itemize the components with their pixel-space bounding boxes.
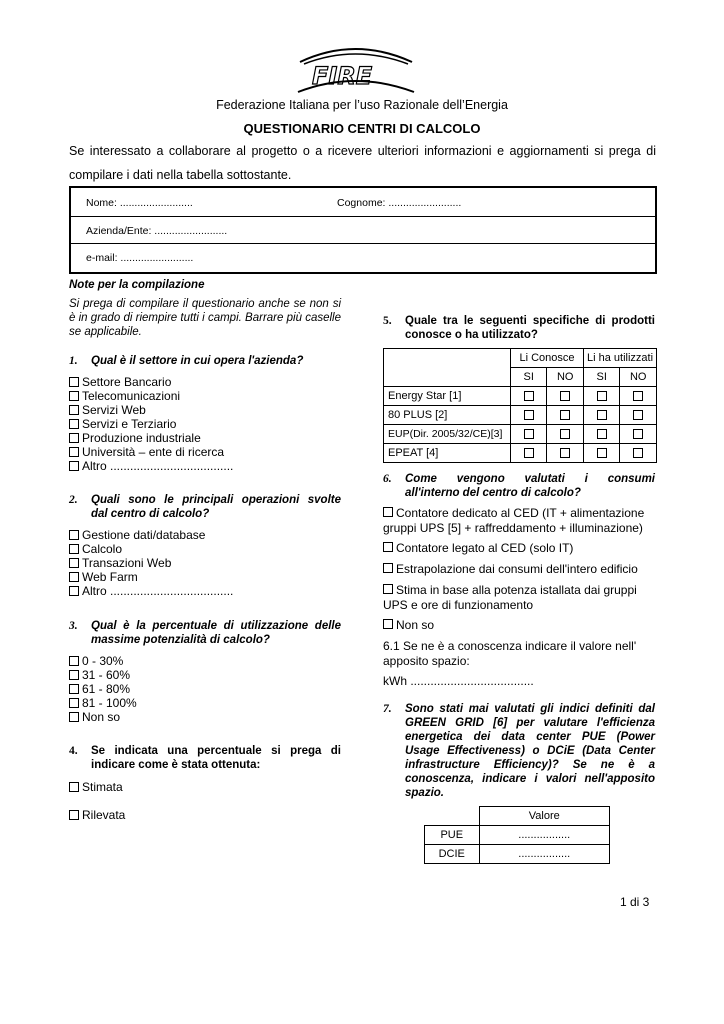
q5-specs-table bbox=[383, 348, 657, 463]
q1-option[interactable]: Altro ..................................... bbox=[69, 459, 233, 473]
checkbox-icon[interactable] bbox=[633, 391, 643, 401]
email-field[interactable]: e-mail: ......................... bbox=[86, 252, 194, 264]
q3-option[interactable]: Non so bbox=[69, 710, 137, 724]
checkbox-icon[interactable] bbox=[597, 448, 607, 458]
checkbox-icon[interactable] bbox=[597, 410, 607, 420]
q1-option[interactable]: Servizi Web bbox=[69, 403, 233, 417]
checkbox-icon[interactable] bbox=[69, 391, 79, 401]
svg-text:FIRE: FIRE bbox=[312, 62, 373, 90]
table-row bbox=[425, 845, 610, 864]
q2-option[interactable]: Web Farm bbox=[69, 570, 233, 584]
pue-value-field[interactable]: ................. bbox=[479, 826, 610, 845]
checkbox-icon[interactable] bbox=[560, 429, 570, 439]
checkbox-icon[interactable] bbox=[69, 558, 79, 568]
q6-option-ced-dedicato[interactable]: Contatore dedicato al CED (IT + alimentazione gruppi UPS [5] + raffreddamento + illuminazione) bbox=[383, 506, 645, 535]
q2-option[interactable]: Calcolo bbox=[69, 542, 233, 556]
q4-option-rilevata[interactable]: Rilevata bbox=[69, 808, 125, 822]
q6-sub-question: 6.1 Se ne è a conoscenza indicare il valore nell' apposito spazio: bbox=[383, 639, 637, 668]
checkbox-icon[interactable] bbox=[69, 782, 79, 792]
q3-option[interactable]: 81 - 100% bbox=[69, 696, 137, 710]
q6-option-non-so[interactable]: Non so bbox=[383, 618, 434, 633]
q3-option[interactable]: 0 - 30% bbox=[69, 654, 137, 668]
contact-row-name bbox=[71, 188, 655, 217]
q4-heading: 4. Se indicata una percentuale si prega di indicare come è stata ottenuta: bbox=[69, 745, 341, 771]
table-row bbox=[384, 425, 657, 444]
col-group-conosce: Li Conosce bbox=[510, 349, 583, 368]
page-number: 1 di 3 bbox=[620, 895, 650, 909]
q6-option-estrapolazione[interactable]: Estrapolazione dai consumi dell'intero edificio bbox=[383, 562, 638, 577]
col-valore: Valore bbox=[479, 807, 610, 826]
q3-option[interactable]: 61 - 80% bbox=[69, 682, 137, 696]
contact-table bbox=[69, 186, 657, 274]
row-label: 80 PLUS [2] bbox=[384, 406, 511, 425]
cognome-field[interactable]: Cognome: ......................... bbox=[337, 197, 462, 209]
checkbox-icon[interactable] bbox=[69, 712, 79, 722]
q3-option[interactable]: 31 - 60% bbox=[69, 668, 137, 682]
checkbox-icon[interactable] bbox=[69, 530, 79, 540]
checkbox-icon[interactable] bbox=[69, 419, 79, 429]
checkbox-icon[interactable] bbox=[524, 391, 534, 401]
checkbox-icon[interactable] bbox=[69, 461, 79, 471]
checkbox-icon[interactable] bbox=[383, 584, 393, 594]
col-no: NO bbox=[547, 368, 584, 387]
q7-heading: 7. Sono stati mai valutati gli indici definiti dal GREEN GRID [6] per valutare l'efficienza energetica dei data center PUE (Power Usage Effectiveness) o DCiE (Data Center infrastructure Efficiency)? Se ne è a conoscenza, indicare i valori nell'apposito spazio. bbox=[383, 703, 655, 799]
organization-name: Federazione Italiana per l’uso Razionale dell’Energia bbox=[216, 98, 508, 112]
q1-option[interactable]: Università – ente di ricerca bbox=[69, 445, 233, 459]
q1-heading: 1. Qual è il settore in cui opera l'azienda? bbox=[69, 355, 304, 367]
checkbox-icon[interactable] bbox=[69, 544, 79, 554]
q1-option[interactable]: Settore Bancario bbox=[69, 375, 233, 389]
col-no: NO bbox=[620, 368, 657, 387]
checkbox-icon[interactable] bbox=[383, 563, 393, 573]
intro-text: Se interessato a collaborare al progetto o a ricevere ulteriori informazioni e aggiornamenti si prega di compilare i dati nella tabella sottostante. bbox=[69, 144, 656, 182]
checkbox-icon[interactable] bbox=[69, 698, 79, 708]
row-label: PUE bbox=[425, 826, 480, 845]
q3-heading: 3. Qual è la percentuale di utilizzazione delle massime potenzialità di calcolo? bbox=[69, 620, 341, 646]
q6-option-ced-it[interactable]: Contatore legato al CED (solo IT) bbox=[383, 541, 573, 556]
checkbox-icon[interactable] bbox=[383, 619, 393, 629]
q1-options bbox=[69, 375, 233, 473]
checkbox-icon[interactable] bbox=[69, 670, 79, 680]
checkbox-icon[interactable] bbox=[597, 429, 607, 439]
azienda-field[interactable]: Azienda/Ente: ......................... bbox=[86, 225, 228, 237]
q2-heading: 2. Quali sono le principali operazioni svolte dal centro di calcolo? bbox=[69, 494, 341, 520]
checkbox-icon[interactable] bbox=[383, 507, 393, 517]
checkbox-icon[interactable] bbox=[524, 410, 534, 420]
checkbox-icon[interactable] bbox=[69, 377, 79, 387]
checkbox-icon[interactable] bbox=[560, 410, 570, 420]
checkbox-icon[interactable] bbox=[524, 448, 534, 458]
row-label: Energy Star [1] bbox=[384, 387, 511, 406]
kwh-field[interactable]: kWh ..................................... bbox=[383, 674, 534, 688]
checkbox-icon[interactable] bbox=[524, 429, 534, 439]
q7-values-table bbox=[424, 806, 610, 864]
col-si: SI bbox=[584, 368, 620, 387]
q4-option-stimata[interactable]: Stimata bbox=[69, 780, 123, 794]
notes-title: Note per la compilazione bbox=[69, 279, 205, 291]
col-group-utilizzati: Li ha utilizzati bbox=[584, 349, 657, 368]
checkbox-icon[interactable] bbox=[633, 429, 643, 439]
checkbox-icon[interactable] bbox=[69, 572, 79, 582]
nome-field[interactable]: Nome: ......................... bbox=[86, 197, 193, 209]
checkbox-icon[interactable] bbox=[69, 684, 79, 694]
table-row bbox=[384, 406, 657, 425]
q3-options bbox=[69, 654, 137, 724]
q5-heading: 5. Quale tra le seguenti specifiche di prodotti conosce o ha utilizzato? bbox=[383, 315, 655, 341]
col-si: SI bbox=[510, 368, 546, 387]
checkbox-icon[interactable] bbox=[69, 405, 79, 415]
notes-text: Si prega di compilare il questionario anche se non si è in grado di riempire tutti i campi. Barrare più caselle se applicabile. bbox=[69, 298, 341, 338]
q1-option[interactable]: Servizi e Terziario bbox=[69, 417, 233, 431]
q1-option[interactable]: Telecomunicazioni bbox=[69, 389, 233, 403]
checkbox-icon[interactable] bbox=[560, 391, 570, 401]
table-row bbox=[384, 387, 657, 406]
page-title: QUESTIONARIO CENTRI DI CALCOLO bbox=[243, 121, 481, 136]
q6-heading: 6. Come vengono valutati i consumi all'interno del centro di calcolo? bbox=[383, 473, 655, 499]
table-row bbox=[425, 826, 610, 845]
dcie-value-field[interactable]: ................. bbox=[479, 845, 610, 864]
checkbox-icon[interactable] bbox=[633, 448, 643, 458]
checkbox-icon[interactable] bbox=[69, 656, 79, 666]
checkbox-icon[interactable] bbox=[69, 586, 79, 596]
q1-option[interactable]: Produzione industriale bbox=[69, 431, 233, 445]
checkbox-icon[interactable] bbox=[383, 542, 393, 552]
q2-options bbox=[69, 528, 233, 598]
row-label: DCIE bbox=[425, 845, 480, 864]
table-row bbox=[384, 444, 657, 463]
checkbox-icon[interactable] bbox=[69, 433, 79, 443]
q2-option[interactable]: Altro ..................................... bbox=[69, 584, 233, 598]
checkbox-icon[interactable] bbox=[560, 448, 570, 458]
q2-option[interactable]: Gestione dati/database bbox=[69, 528, 233, 542]
contact-row-email bbox=[71, 244, 655, 272]
checkbox-icon[interactable] bbox=[69, 810, 79, 820]
checkbox-icon[interactable] bbox=[633, 410, 643, 420]
fire-logo bbox=[290, 40, 420, 96]
contact-row-azienda bbox=[71, 217, 655, 244]
row-label: EUP(Dir. 2005/32/CE)[3] bbox=[384, 425, 511, 444]
checkbox-icon[interactable] bbox=[69, 447, 79, 457]
row-label: EPEAT [4] bbox=[384, 444, 511, 463]
checkbox-icon[interactable] bbox=[597, 391, 607, 401]
q2-option[interactable]: Transazioni Web bbox=[69, 556, 233, 570]
q6-option-stima[interactable]: Stima in base alla potenza istallata dai gruppi UPS e ore di funzionamento bbox=[383, 583, 637, 612]
